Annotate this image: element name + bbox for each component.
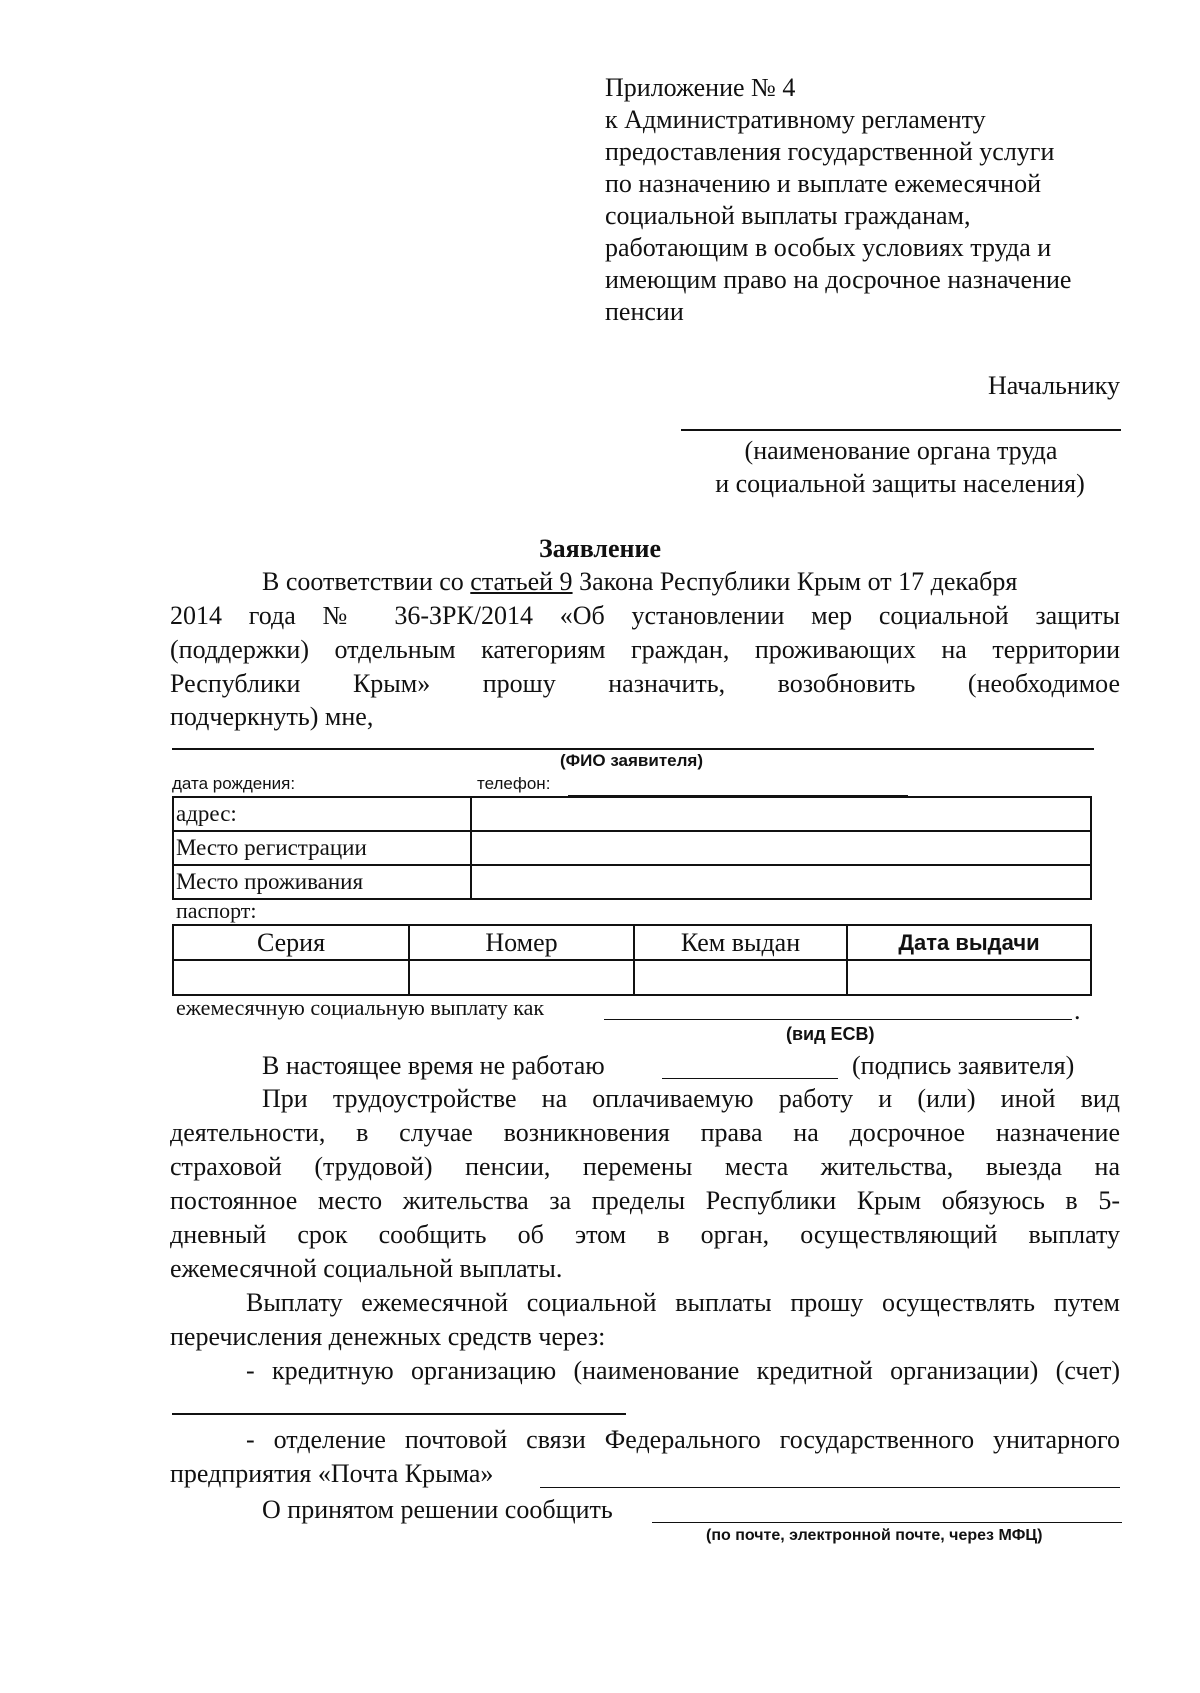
payment-type-caption: (вид ЕСВ) — [786, 1024, 875, 1044]
obligation-line-6: ежемесячной социальной выплаты. — [170, 1254, 563, 1283]
appendix-line: к Административному регламенту — [605, 105, 986, 134]
notify-line[interactable] — [652, 1522, 1122, 1523]
passport-label: паспорт: — [176, 898, 257, 923]
passport-series-field[interactable] — [173, 960, 409, 995]
passport-date-field[interactable] — [847, 960, 1091, 995]
not-working-text: В настоящее время не работаю — [262, 1051, 605, 1080]
signature-line[interactable] — [662, 1078, 838, 1079]
appendix-line: по назначению и выплате ежемесячной — [605, 169, 1041, 198]
payout-post-option-1: - отделение почтовой связи Федерального государственного унитарного — [246, 1425, 1120, 1454]
intro-text: В соответствии со — [262, 567, 471, 596]
obligation-line-5: дневный срок сообщить об этом в орган, осуществляющий выплату — [170, 1220, 1120, 1249]
appendix-line: социальной выплаты гражданам, — [605, 201, 971, 230]
fio-caption: (ФИО заявителя) — [560, 751, 703, 770]
notify-text: О принятом решении сообщить — [262, 1495, 613, 1524]
birth-date-label: дата рождения: — [172, 774, 296, 793]
passport-header-series: Серия — [173, 925, 409, 960]
obligation-line-2: деятельности, в случае возникновения права на досрочное назначение — [170, 1118, 1120, 1147]
intro-line-4: Республики Крым» прошу назначить, возобновить (необходимое — [170, 669, 1120, 698]
address-field[interactable] — [471, 797, 1091, 831]
addressee-caption-1: (наименование органа труда — [744, 436, 1058, 465]
intro-line-5: подчеркнуть) мне, — [170, 702, 374, 731]
table-row — [173, 865, 1091, 899]
payout-line-2: перечисления денежных средств через: — [170, 1322, 606, 1351]
notify-caption: (по почте, электронной почте, через МФЦ) — [706, 1527, 1043, 1544]
appendix-line: предоставления государственной услуги — [605, 137, 1055, 166]
obligation-line-4: постоянное место жительства за пределы Республики Крым обязуюсь в 5- — [170, 1186, 1120, 1215]
registration-label: Место регистрации — [173, 831, 471, 865]
passport-table — [172, 924, 1092, 996]
obligation-line-1: При трудоустройстве на оплачиваемую работу и (или) иной вид — [262, 1084, 1120, 1113]
law-article-link[interactable]: статьей 9 — [470, 567, 573, 596]
table-row — [173, 960, 1091, 995]
passport-number-field[interactable] — [409, 960, 634, 995]
document-title: Заявление — [538, 534, 662, 563]
obligation-line-3: страховой (трудовой) пенсии, перемены места жительства, выезда на — [170, 1152, 1120, 1181]
payout-post-option-2: предприятия «Почта Крыма» — [170, 1459, 494, 1488]
appendix-line: Приложение № 4 — [605, 73, 796, 102]
residence-label: Место проживания — [173, 865, 471, 899]
addressee-line[interactable] — [681, 429, 1121, 431]
payment-type-label: ежемесячную социальную выплату как — [176, 995, 545, 1020]
appendix-line: имеющим право на досрочное назначение — [605, 265, 1072, 294]
intro-line-3: (поддержки) отдельным категориям граждан, проживающих на территории — [170, 635, 1120, 664]
table-row — [173, 831, 1091, 865]
appendix-line: пенсии — [605, 297, 684, 326]
post-office-line[interactable] — [540, 1487, 1120, 1488]
bank-account-line[interactable] — [172, 1413, 626, 1415]
appendix-block — [605, 72, 1125, 328]
payout-bank-option: - кредитную организацию (наименование кредитной организации) (счет) — [246, 1356, 1120, 1385]
passport-header-number: Номер — [409, 925, 634, 960]
address-label: адрес: — [173, 797, 471, 831]
payment-type-end: . — [1074, 996, 1081, 1025]
passport-header-date: Дата выдачи — [847, 925, 1091, 960]
payout-line-1: Выплату ежемесячной социальной выплаты прошу осуществлять путем — [246, 1288, 1120, 1317]
intro-line-1 — [262, 566, 1017, 598]
address-table — [172, 796, 1092, 900]
residence-field[interactable] — [471, 865, 1091, 899]
addressee-to: Начальнику — [987, 371, 1120, 400]
intro-text: Закона Республики Крым от 17 декабря — [572, 567, 1018, 596]
signature-caption: (подпись заявителя) — [852, 1051, 1075, 1080]
intro-line-2: 2014 года № 36-ЗРК/2014 «Об установлении мер социальной защиты — [170, 601, 1120, 630]
registration-field[interactable] — [471, 831, 1091, 865]
table-row — [173, 797, 1091, 831]
payment-type-line[interactable] — [604, 1019, 1072, 1020]
phone-label: телефон: — [477, 774, 551, 793]
table-row — [173, 925, 1091, 960]
appendix-line: работающим в особых условиях труда и — [605, 233, 1052, 262]
passport-issuer-field[interactable] — [634, 960, 847, 995]
addressee-caption-2: и социальной защиты населения) — [715, 469, 1085, 498]
fio-line[interactable] — [172, 748, 1094, 750]
passport-header-issuer: Кем выдан — [634, 925, 847, 960]
